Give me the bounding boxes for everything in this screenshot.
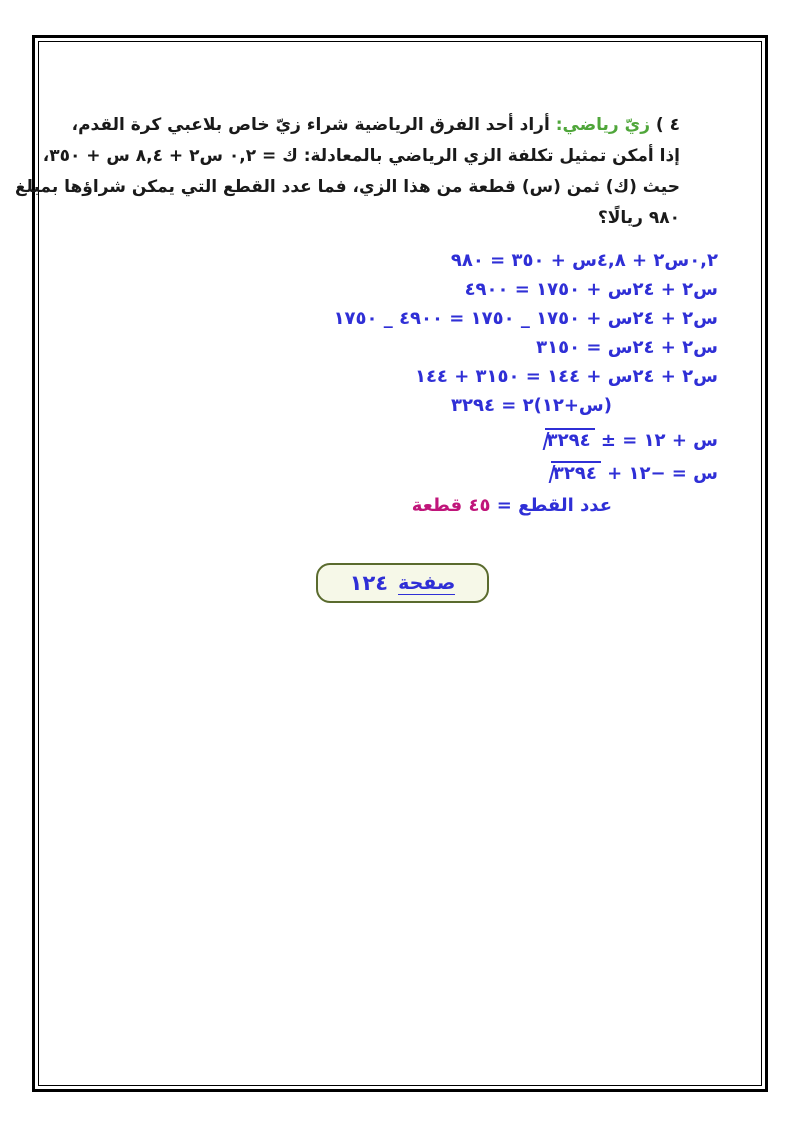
problem-text-1: أراد أحد الفرق الرياضية شراء زيّ خاص بلاعبي كرة القدم، xyxy=(71,115,550,135)
solution-step-2: س٢ + ٢٤س + ١٧٥٠ = ٤٩٠٠ xyxy=(464,279,718,300)
problem-line-2: إذا أمكن تمثيل تكلفة الزي الرياضي بالمعادلة: ك = ٠,٢ س٢ + ٨,٤ س + ٣٥٠، xyxy=(42,146,680,166)
solution-step-8 xyxy=(551,461,718,484)
problem-topic: زيّ رياضي: xyxy=(555,115,650,135)
page-word: صفحة xyxy=(398,571,456,594)
square-root-icon xyxy=(545,428,595,451)
answer-value: ٤٥ قطعة xyxy=(411,495,491,516)
page-number: ١٢٤ xyxy=(349,571,389,595)
problem-line-3: حيث (ك) ثمن (س) قطعة من هذا الزي، فما عدد القطع التي يمكن شراؤها بمبلغ xyxy=(14,177,680,197)
problem-line-1 xyxy=(72,110,680,140)
problem-number: ٤ ) xyxy=(655,115,680,135)
step-7-radicand: ٣٢٩٤ xyxy=(546,430,591,451)
solution-step-6: (س+١٢)٢ = ٣٢٩٤ xyxy=(451,395,612,416)
solution-step-1: ٠,٢س٢ + ٤,٨س + ٣٥٠ = ٩٨٠ xyxy=(450,250,718,271)
square-root-icon xyxy=(551,461,601,484)
problem-line-4: ٩٨٠ ريالًا؟ xyxy=(597,208,680,228)
step-8-left: س = −١٢ + xyxy=(607,463,718,484)
solution-step-3: س٢ + ٢٤س + ١٧٥٠ _ ١٧٥٠ = ٤٩٠٠ _ ١٧٥٠ xyxy=(333,308,718,329)
solution-step-5: س٢ + ٢٤س + ١٤٤ = ٣١٥٠ + ١٤٤ xyxy=(414,366,718,387)
page-number-badge xyxy=(316,563,489,603)
final-answer xyxy=(412,495,612,516)
solution-step-4: س٢ + ٢٤س = ٣١٥٠ xyxy=(536,337,718,358)
step-7-left: س + ١٢ = ± xyxy=(600,430,718,451)
answer-label: عدد القطع = xyxy=(496,495,612,516)
step-8-radicand: ٣٢٩٤ xyxy=(552,463,597,484)
solution-step-7 xyxy=(545,428,718,451)
